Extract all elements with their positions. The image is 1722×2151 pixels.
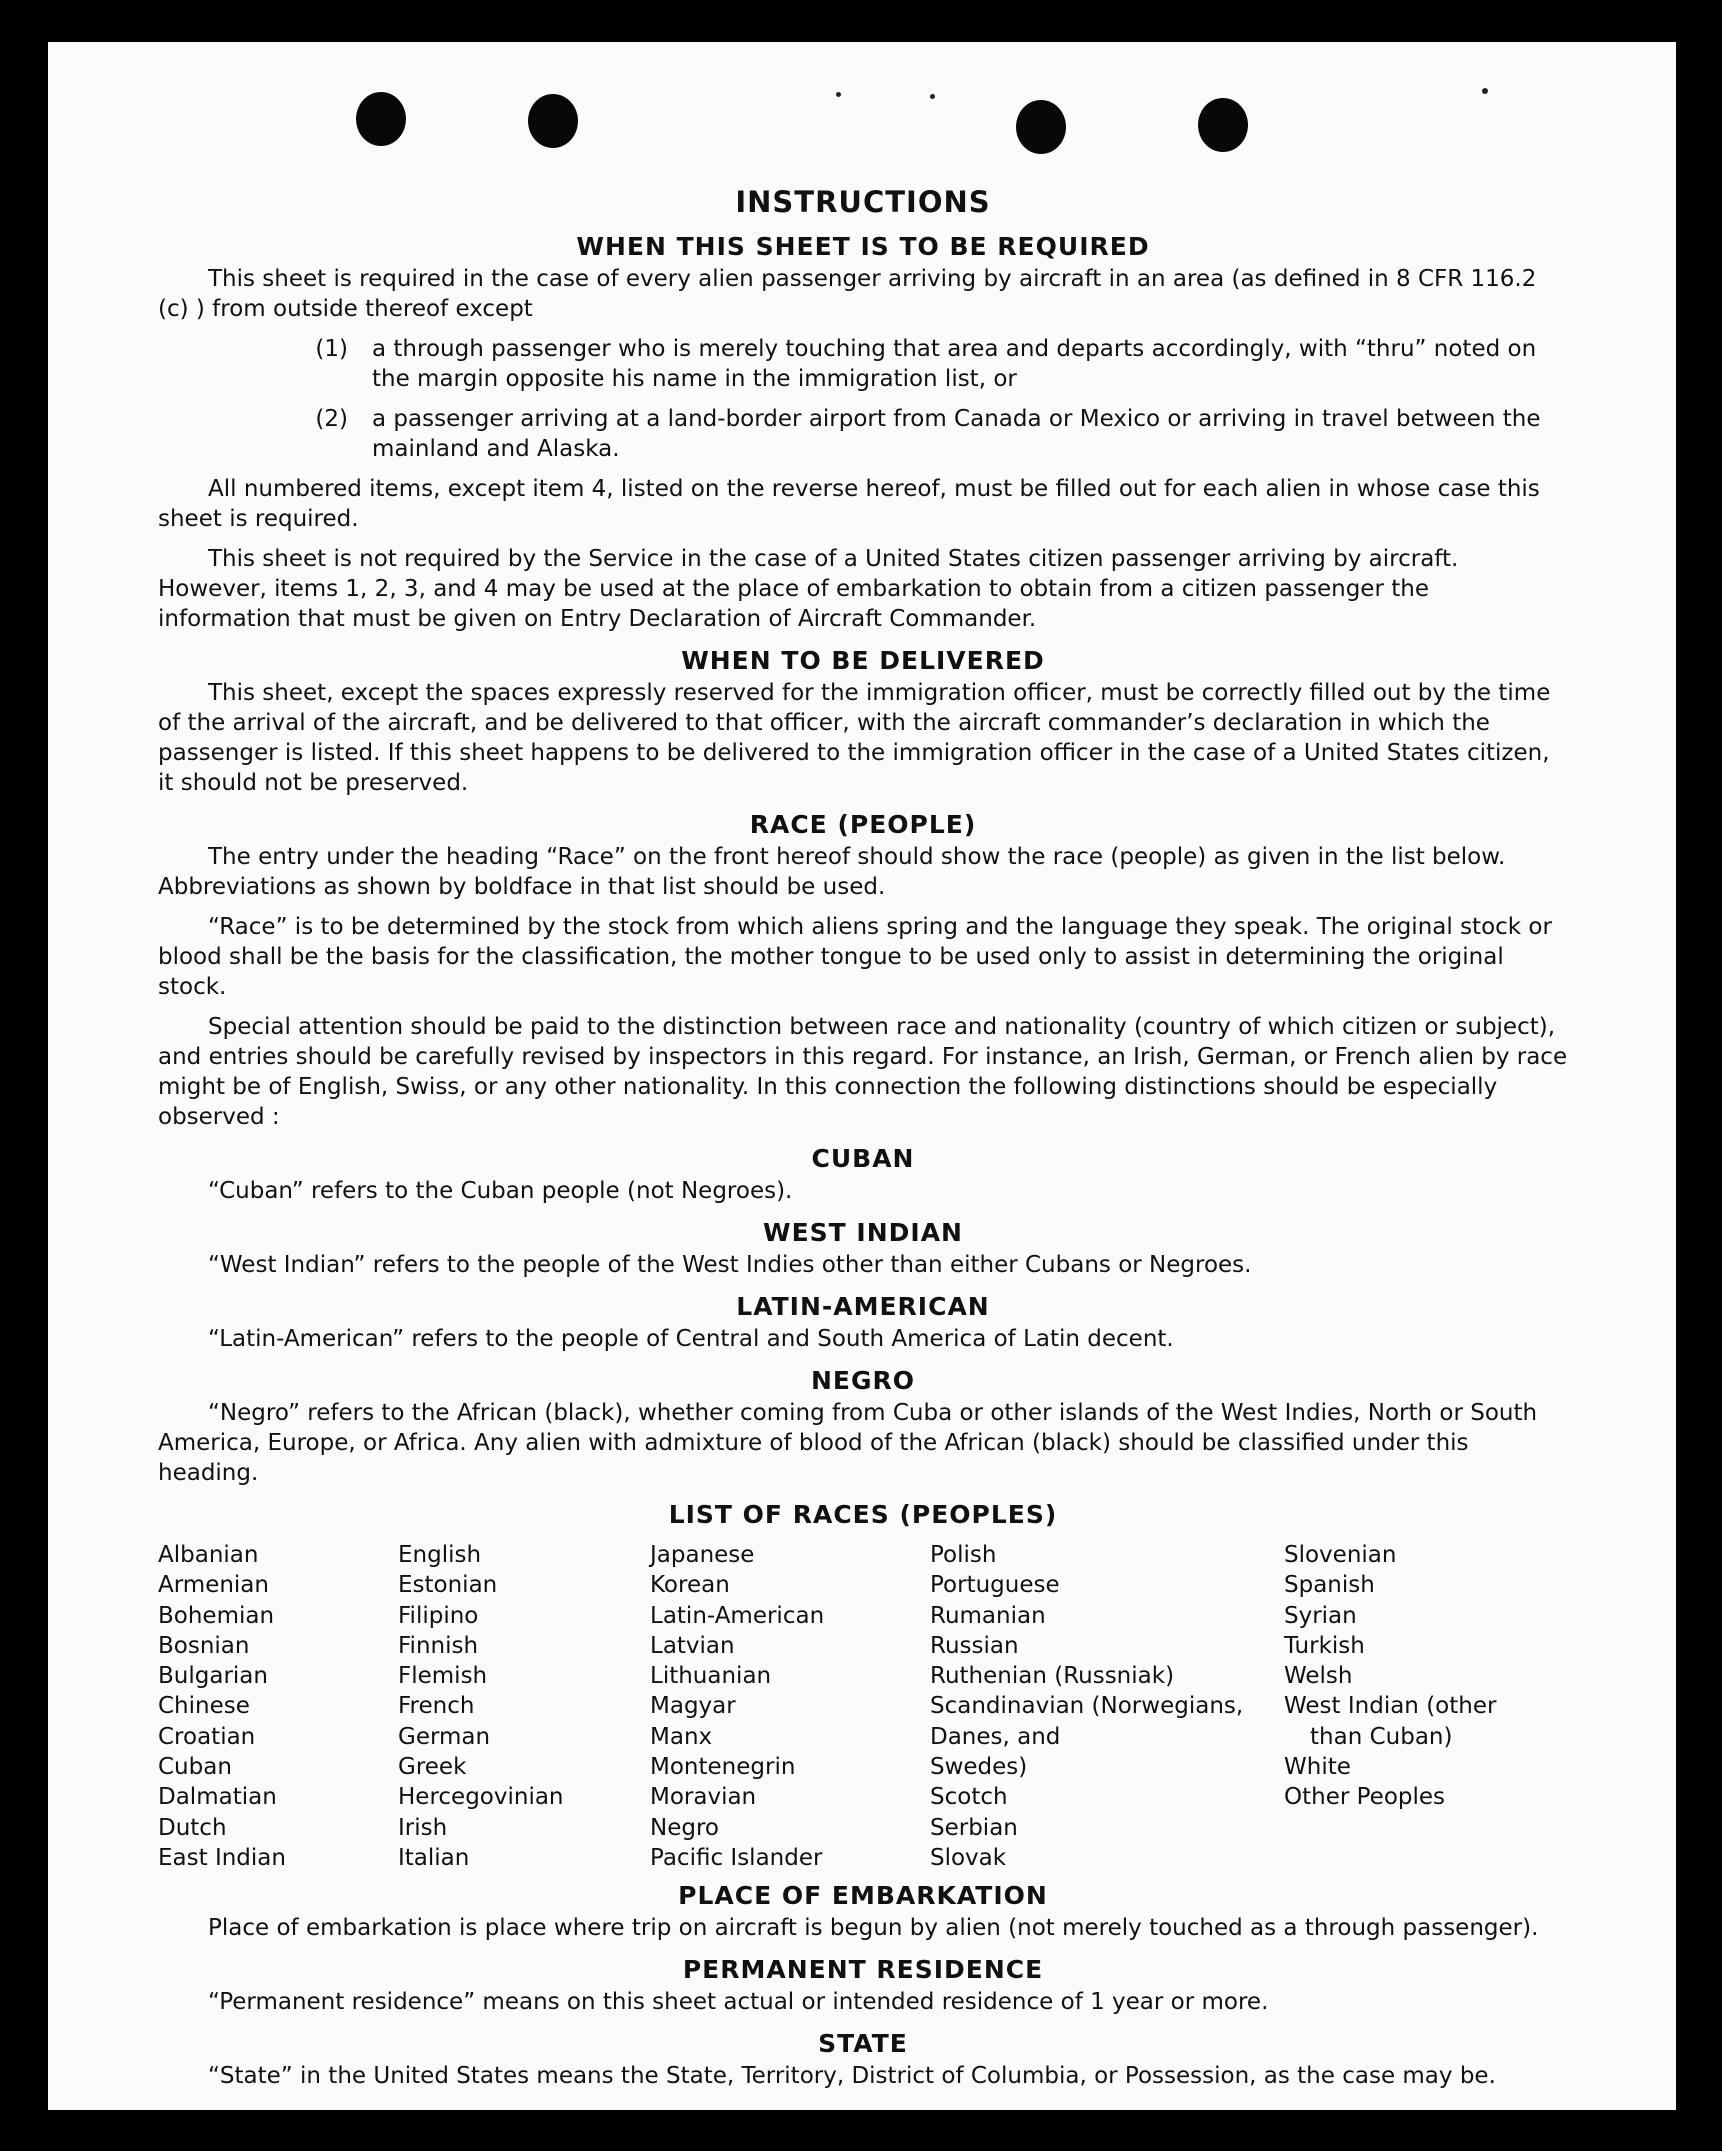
race-entry: than Cuban) (1310, 1723, 1453, 1750)
race-entry: Swedes) (930, 1754, 1028, 1781)
race-entry: French (398, 1693, 475, 1720)
negro-text: “Negro” refers to the African (black), whether coming from Cuba or other islands of the West Indies, North or South America, Europe, or Africa. Any alien with admixture of blood of the African (black) should be classified under this heading. (158, 1400, 1538, 1486)
required-para-3: This sheet is not required by the Service in the case of a United States citizen passenger arriving by aircraft. However, items 1, 2, 3, and 4 may be used at the place of embarkation to obtain from a citizen passenger the information that must be given on Entry Declaration of Aircraft Commander. (158, 546, 1459, 632)
required-para-2: All numbered items, except item 4, listed on the reverse hereof, must be filled out for each alien in whose case this sheet is required. (158, 476, 1540, 532)
race-entry: White (1284, 1754, 1351, 1781)
race-entry: German (398, 1723, 491, 1750)
state-text: “State” in the United States means the State, Territory, District of Columbia, or Possession, as the case may be. (208, 2063, 1496, 2090)
section-heading-race: RACE (PEOPLE) (749, 810, 977, 839)
race-entry: Hercegovinian (398, 1784, 564, 1811)
section-heading-state: STATE (818, 2029, 908, 2059)
race-para-2: “Race” is to be determined by the stock from which aliens spring and the language they speak. The original stock or blood shall be the basis for the classification, the mother tongue to be used only to assist in determining the original stock. (158, 914, 1552, 1000)
race-entry: Spanish (1284, 1572, 1375, 1599)
exception-number: (2) (315, 406, 348, 432)
races-column-2 (398, 1540, 650, 1873)
section-heading-delivered: WHEN TO BE DELIVERED (681, 646, 1045, 675)
race-entry: Manx (650, 1723, 713, 1750)
race-entry: Italian (398, 1844, 470, 1871)
ink-speck (836, 92, 841, 97)
race-para-1: The entry under the heading “Race” on the front hereof should show the race (people) as given in the list below. Abbreviations as shown by boldface in that list should be used. (158, 844, 1506, 900)
latin-american-text: “Latin-American” refers to the people of Central and South America of Latin decent. (208, 1326, 1174, 1352)
race-entry: Latin-American (650, 1602, 825, 1629)
race-entry: Bosnian (158, 1632, 250, 1659)
punch-hole-icon (356, 92, 406, 146)
punch-hole-icon (1016, 100, 1066, 154)
section-heading-negro: NEGRO (810, 1366, 916, 1395)
race-entry: Latvian (650, 1632, 735, 1659)
race-para-3: Special attention should be paid to the distinction between race and nationality (country of which citizen or subject), and entries should be carefully revised by inspectors in this regard. For instance, an Irish, German, or French alien by race might be of English, Swiss, or any other nationality. In this connection the following distinctions should be especially observed : (158, 1014, 1568, 1130)
races-column-4 (930, 1540, 1284, 1873)
exception-item-2 (158, 404, 1568, 464)
embarkation-text: Place of embarkation is place where trip on aircraft is begun by alien (not merely touched as a through passenger). (208, 1915, 1539, 1942)
race-entry: Turkish (1284, 1632, 1365, 1659)
instructions-content (158, 182, 1568, 2101)
race-entry: Syrian (1284, 1602, 1357, 1629)
race-entry: Dalmatian (158, 1784, 277, 1811)
section-heading-list-of-races: LIST OF RACES (PEOPLES) (668, 1500, 1058, 1529)
race-entry: Other Peoples (1284, 1784, 1446, 1811)
race-entry: Irish (398, 1814, 448, 1841)
required-intro: This sheet is required in the case of every alien passenger arriving by aircraft in an area (as defined in 8 CFR 116.2 (c) ) from outside thereof except (158, 266, 1537, 322)
race-entry: Cuban (158, 1754, 232, 1781)
ink-speck (930, 94, 935, 99)
race-entry: Negro (650, 1814, 719, 1841)
race-entry: Polish (930, 1542, 997, 1568)
section-heading-cuban: CUBAN (811, 1144, 915, 1173)
race-entry: Portuguese (930, 1572, 1060, 1599)
ink-speck (1482, 88, 1488, 94)
race-entry: Russian (930, 1632, 1019, 1659)
race-entry: Ruthenian (Russniak) (930, 1663, 1175, 1690)
race-entry: Estonian (398, 1572, 498, 1599)
race-entry: Bulgarian (158, 1663, 268, 1690)
race-entry: East Indian (158, 1844, 286, 1871)
race-entry: Scandinavian (Norwegians, (930, 1693, 1244, 1720)
races-column-3 (650, 1540, 930, 1873)
race-entry: Danes, and (930, 1723, 1061, 1750)
race-entry: Croatian (158, 1723, 256, 1750)
race-entry: Japanese (650, 1542, 755, 1568)
race-entry: Magyar (650, 1693, 736, 1720)
delivered-text: This sheet, except the spaces expressly reserved for the immigration officer, must be correctly filled out by the time of the arrival of the aircraft, and be delivered to that officer, with the aircraft commander’s declaration in which the passenger is listed. If this sheet happens to be delivered to the immigration officer in the case of a United States citizen, it should not be preserved. (158, 680, 1551, 796)
section-heading-west-indian: WEST INDIAN (763, 1218, 963, 1247)
punch-hole-icon (528, 94, 578, 148)
race-entry: Flemish (398, 1663, 488, 1690)
section-heading-residence: PERMANENT RESIDENCE (682, 1955, 1044, 1985)
race-entry: Dutch (158, 1814, 227, 1841)
race-entry: Slovak (930, 1844, 1007, 1871)
section-heading-embarkation: PLACE OF EMBARKATION (678, 1881, 1048, 1911)
race-entry: Armenian (158, 1572, 269, 1599)
section-heading-latin-american: LATIN-AMERICAN (736, 1292, 990, 1321)
race-entry: Rumanian (930, 1602, 1046, 1629)
exception-number: (1) (315, 336, 348, 362)
section-heading-required: WHEN THIS SHEET IS TO BE REQUIRED (576, 232, 1150, 261)
exception-text: a passenger arriving at a land-border airport from Canada or Mexico or arriving in travel between the mainland and Alaska. (372, 406, 1541, 462)
race-entry: Welsh (1284, 1663, 1353, 1690)
race-entry: Scotch (930, 1784, 1008, 1811)
race-entry: English (398, 1542, 482, 1568)
race-entry: Slovenian (1284, 1542, 1397, 1568)
cuban-text: “Cuban” refers to the Cuban people (not Negroes). (208, 1178, 793, 1204)
race-entry: Serbian (930, 1814, 1018, 1841)
residence-text: “Permanent residence” means on this sheet actual or intended residence of 1 year or more. (208, 1989, 1269, 2016)
race-entry: Bohemian (158, 1602, 275, 1629)
page-title: INSTRUCTIONS (735, 185, 991, 219)
races-column-5 (1284, 1540, 1568, 1873)
race-entry: Greek (398, 1754, 467, 1781)
race-entry: Albanian (158, 1542, 259, 1568)
races-table (158, 1540, 1568, 1873)
race-entry: Lithuanian (650, 1663, 772, 1690)
race-entry: Montenegrin (650, 1754, 796, 1781)
race-entry: Filipino (398, 1602, 479, 1629)
exception-item-1 (158, 334, 1568, 394)
race-entry: Finnish (398, 1632, 479, 1659)
race-entry: Moravian (650, 1784, 757, 1811)
exception-text: a through passenger who is merely touching that area and departs accordingly, with “thru” noted on the margin opposite his name in the immigration list, or (372, 336, 1537, 392)
west-indian-text: “West Indian” refers to the people of the West Indies other than either Cubans or Negroes. (208, 1252, 1252, 1278)
punch-hole-icon (1198, 98, 1248, 152)
race-entry: West Indian (other (1284, 1693, 1497, 1720)
race-entry: Chinese (158, 1693, 250, 1720)
race-entry: Pacific Islander (650, 1844, 823, 1871)
race-entry: Korean (650, 1572, 730, 1599)
races-column-1 (158, 1540, 398, 1873)
